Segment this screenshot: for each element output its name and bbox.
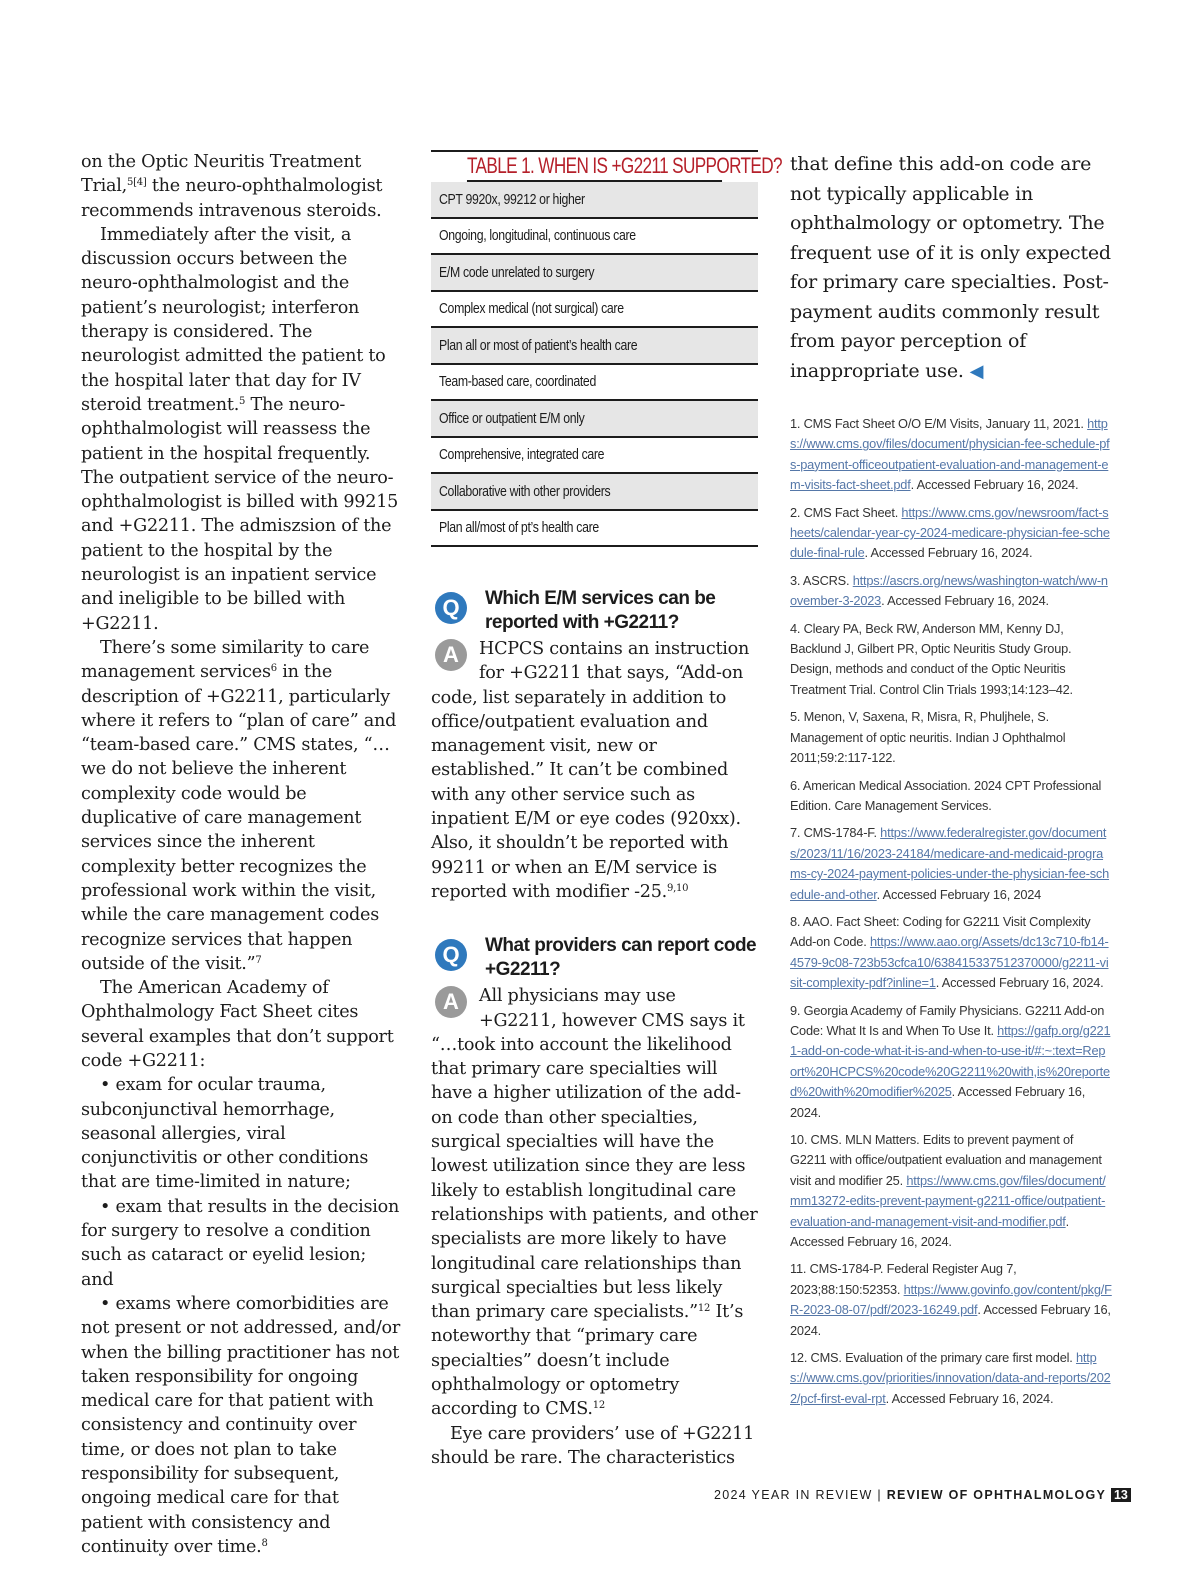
page-footer xyxy=(714,1488,1128,1508)
reference-link[interactable]: https://www.govinfo.gov/content/pkg/FR-2023-08-07/pdf/2023-16249.pdf xyxy=(790,1281,1112,1318)
body-paragraph: on the Optic Neuritis Treatment Trial,$^{5[4]}$ the neuro-ophthalmologist recommends intravenous steroids. xyxy=(81,152,383,221)
reference-item: 5. Menon, V, Saxena, R, Misra, R, Phuljhele, S. Management of optic neuritis. Indian J Ophthalmol 2011;59:2:117-122. xyxy=(790,709,1066,766)
body-paragraph: The American Academy of Ophthalmology Fact Sheet cites several examples that don’t support code +G2211: xyxy=(81,978,394,1071)
right-column xyxy=(790,150,1112,1416)
references-list xyxy=(790,414,1112,1409)
reference-item: 4. Cleary PA, Beck RW, Anderson MM, Kenny DJ, Backlund J, Gilbert PR, Optic Neuritis Study Group. Design, methods and conduct of the Optic Neuritis Treatment Trial. Control Clin Trials 1993;14:123–42. xyxy=(790,620,1073,697)
reference-item: 6. American Medical Association. 2024 CPT Professional Edition. Care Management Services. xyxy=(790,777,1102,813)
reference-item: 9. Georgia Academy of Family Physicians. G2211 Add-on Code: What It Is and When To Use It. https://gafp.org/g2211-add-on-code-what-it-is-and-when-to-use-it/#:~:text=Report%20HCPCS%20code%20G2211%20with,is%20reported%20with%20modifier%2025. Accessed February 16, 2024. xyxy=(790,1002,1111,1120)
answer-text: HCPCS contains an instruction for +G2211 that says, “Add-on code, list separately in addition to office/outpatient evaluation and management visit, new or established.” It can’t be combined with any other service such as inpatient E/M or eye codes (920xx). Also, it shouldn’t be reported with 99211 or when an E/M service is reported with modifier -25.$^{9,10}$ xyxy=(431,639,750,902)
table-row: E/M code unrelated to surgery xyxy=(431,255,758,292)
left-column xyxy=(81,150,403,1559)
table-row: Team-based care, coordinated xyxy=(431,365,758,402)
reference-item: 8. AAO. Fact Sheet: Coding for G2211 Visit Complexity Add-on Code. https://www.aao.org/Assets/dc13c710-fb14-4579-9c08-723b53cfca10/638415337512370000/g2211-visit-complexity-pdf?inline=1. Accessed February 16, 2024. xyxy=(790,913,1109,991)
footer-publication: REVIEW OF OPHTHALMOLOGY xyxy=(886,1488,1107,1502)
reference-item: 11. CMS-1784-P. Federal Register Aug 7, 2023;88:150:52353. https://www.govinfo.gov/content/pkg/FR-2023-08-07/pdf/2023-16249.pdf. Accessed February 16, 2024. xyxy=(790,1261,1112,1338)
reference-item: 7. CMS-1784-F. https://www.federalregister.gov/documents/2023/11/16/2023-24184/medicare-and-medicaid-programs-cy-2024-payment-policies-under-the-physician-fee-schedule-and-other. Accessed February 16, 2024 xyxy=(790,825,1110,902)
bullet-item: • exam that results in the decision for surgery to resolve a condition such as cataract or eyelid lesion; and xyxy=(81,1196,400,1290)
bullet-item: • exam for ocular trauma, subconjunctival hemorrhage, seasonal allergies, viral conjunctivitis or other conditions that are time-limited in nature; xyxy=(81,1075,369,1193)
page-number: 13 xyxy=(1111,1488,1131,1502)
table-row: Office or outpatient E/M only xyxy=(431,401,758,438)
question-text: Which E/M services can be reported with +G2211? xyxy=(485,588,716,633)
table-row: Plan all or most of patient’s health care xyxy=(431,328,758,365)
middle-column xyxy=(431,150,782,1470)
reference-item: 3. ASCRS. https://ascrs.org/news/washington-watch/ww-november-3-2023. Accessed February 16, 2024. xyxy=(790,572,1108,609)
reference-item: 10. CMS. MLN Matters. Edits to prevent payment of G2211 with office/outpatient evaluation and management visit and modifier 25. https://www.cms.gov/files/document/mm13272-edits-prevent-payment-g2211-office/outpatient-evaluation-and-management-visit-and-modifier.pdf. Accessed February 16, 2024. xyxy=(790,1132,1106,1250)
question-text: What providers can report code +G2211? xyxy=(485,935,757,981)
reference-link[interactable]: https://gafp.org/g2211-add-on-code-what-it-is-and-when-to-use-it/#:~:text=Report%20HCPCS%20code%20G2211%20with,is%20reported%20with%20modifier%2025 xyxy=(790,1022,1111,1100)
qa-block xyxy=(431,934,758,1421)
table-1 xyxy=(431,150,782,547)
table-row: Complex medical (not surgical) care xyxy=(431,292,758,329)
end-mark-icon: ◀ xyxy=(969,360,984,382)
footer-separator: | xyxy=(877,1488,882,1502)
body-paragraph: Immediately after the visit, a discussion occurs between the neuro-ophthalmologist and the patient’s neurologist; interferon therapy is considered. The neurologist admitted the patient to the hospital later that day for IV steroid treatment.$^5$ The neuro-ophthalmologist will reassess the patient in the hospital frequently. The outpatient service of the neuro-ophthalmologist is billed with 99215 and +G2211. The admiszsion of the patient to the hospital by the neurologist is an inpatient service and ineligible to be billed with +G2211. xyxy=(81,224,399,634)
body-paragraph: Eye care providers’ use of +G2211 should be rare. The characteristics xyxy=(431,1423,755,1468)
body-paragraph: There’s some similarity to care management services$^6$ in the description of +G2211, particularly where it refers to “plan of care” and “team-based care.” CMS states, “…we do not believe the inherent complexity code would be duplicative of care management services since the inherent complexity better recognizes the professional work within the visit, while the care management codes recognize services that happen outside of the visit.”$^7$ xyxy=(81,637,397,974)
table-row: Ongoing, longitudinal, continuous care xyxy=(431,219,758,256)
table-row: Collaborative with other providers xyxy=(431,474,758,511)
answer-text: All physicians may use +G2211, however CMS says it “…took into account the likelihood that primary care specialties will have a higher utilization of the add-on code than other specialties, surgical specialties will have the lowest utilization since they are less likely to establish longitudinal care relationships with patients, and other specialists are more likely to have longitudinal care relationships than surgical specialties but less likely than primary care specialists.”$^{12}$ It’s noteworthy that “primary care specialties” doesn’t include ophthalmology or optometry according to CMS.$^{12}$ xyxy=(431,986,758,1420)
reference-link[interactable]: https://www.cms.gov/files/document/mm13272-edits-prevent-payment-g2211-office/outpatient-evaluation-and-management-visit-and-modifier.pdf xyxy=(790,1172,1106,1229)
reference-link[interactable]: https://www.cms.gov/files/document/physician-fee-schedule-pfs-payment-officeoutpatient-evaluation-and-management-em-visits-fact-sheet.pdf xyxy=(790,416,1110,493)
reference-item: 2. CMS Fact Sheet. https://www.cms.gov/newsroom/fact-sheets/calendar-year-cy-2024-medicare-physician-fee-schedule-final-rule. Accessed February 16, 2024. xyxy=(790,504,1110,561)
answer-badge-icon: A xyxy=(435,986,467,1018)
question-badge-icon: Q xyxy=(435,939,467,971)
answer-badge-icon: A xyxy=(435,639,467,671)
table-row: CPT 9920x, 99212 or higher xyxy=(431,182,758,219)
body-paragraph: that define this add-on code are not typically applicable in ophthalmology or optometry. The frequent use of it is only expected for primary care specialties. Post-payment audits commonly result from payor perception of inappropriate use. ◀ xyxy=(790,153,1111,382)
reference-link[interactable]: https://ascrs.org/news/washington-watch/ww-november-3-2023 xyxy=(790,572,1108,609)
table-title: TABLE 1. WHEN IS +G2211 SUPPORTED? xyxy=(467,152,722,182)
reference-link[interactable]: https://www.cms.gov/priorities/innovation/data-and-reports/2022/pcf-first-eval-rpt xyxy=(790,1350,1111,1406)
reference-item: 1. CMS Fact Sheet O/O E/M Visits, January 11, 2021. https://www.cms.gov/files/document/physician-fee-schedule-pfs-payment-officeoutpatient-evaluation-and-management-em-visits-fact-sheet.pdf. Accessed February 16, 2024. xyxy=(790,416,1110,493)
bullet-item: • exams where comorbidities are not present or not addressed, and/or when the billing practitioner has not taken responsibility for ongoing medical care for that patient with consistency and continuity over time, or does not plan to take responsibility for subsequent, ongoing medical care for that patient with consistency and continuity over time.$^8$ xyxy=(81,1293,401,1557)
table-row: Comprehensive, integrated care xyxy=(431,438,758,475)
reference-link[interactable]: https://www.federalregister.gov/documents/2023/11/16/2023-24184/medicare-and-medicaid-programs-cy-2024-payment-policies-under-the-physician-fee-schedule-and-other xyxy=(790,825,1110,902)
reference-item: 12. CMS. Evaluation of the primary care first model. https://www.cms.gov/priorities/innovation/data-and-reports/2022/pcf-first-eval-rpt. Accessed February 16, 2024. xyxy=(790,1350,1111,1406)
table-row: Plan all/most of pt’s health care xyxy=(431,511,758,548)
qa-block xyxy=(431,587,758,904)
reference-link[interactable]: https://www.cms.gov/newsroom/fact-sheets/calendar-year-cy-2024-medicare-physician-fee-schedule-final-rule xyxy=(790,504,1110,561)
reference-link[interactable]: https://www.aao.org/Assets/dc13c710-fb14-4579-9c08-723b53cfca10/638415337512370000/g2211-visit-complexity-pdf?inline=1 xyxy=(790,934,1109,991)
question-badge-icon: Q xyxy=(435,592,467,624)
footer-section: 2024 YEAR IN REVIEW xyxy=(714,1488,873,1502)
